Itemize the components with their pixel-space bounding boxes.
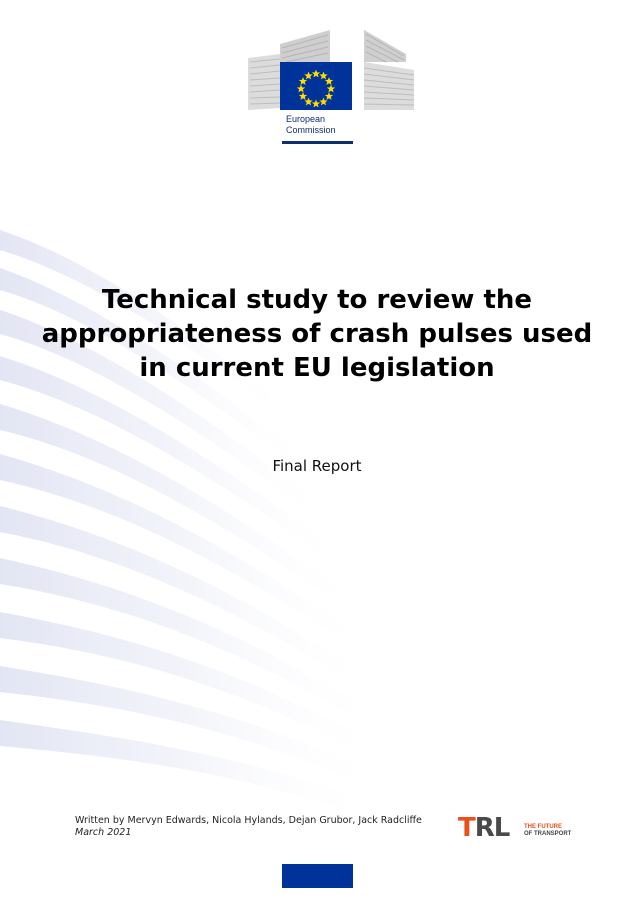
- document-subtitle: Final Report: [272, 457, 362, 475]
- european-commission-logo: [246, 28, 416, 146]
- publication-date: March 2021: [75, 827, 132, 838]
- trl-tagline: [524, 824, 588, 838]
- eu-blue-bar: [282, 864, 353, 888]
- ec-logo-line-1: European: [286, 114, 326, 124]
- ec-logo-text: [286, 114, 386, 136]
- trl-letters-rl: RL: [474, 813, 510, 843]
- ec-logo-underline: [282, 141, 353, 144]
- authors-block: [75, 815, 455, 839]
- authors-line: Written by Mervyn Edwards, Nicola Hylands, Dejan Grubor, Jack Radcliffe: [75, 815, 422, 826]
- trl-tagline-line-2: OF TRANSPORT: [524, 831, 572, 837]
- trl-logo: [458, 814, 588, 844]
- trl-tagline-line-1: THE FUTURE: [524, 824, 562, 830]
- ec-logo-line-2: Commission: [286, 125, 336, 135]
- trl-wordmark: [458, 814, 509, 842]
- berlaymont-building-icon: [246, 28, 416, 112]
- trl-letter-t: T: [458, 813, 475, 843]
- document-title: Technical study to review the appropriateness of crash pulses used in current EU legislation: [41, 285, 593, 383]
